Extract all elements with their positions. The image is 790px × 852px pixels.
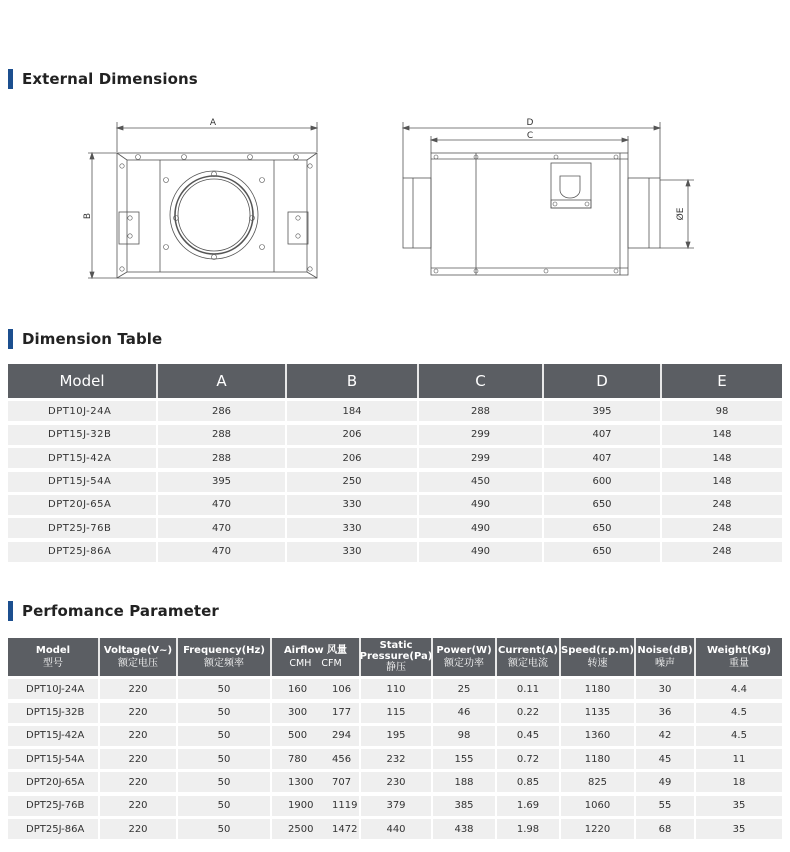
cell-airflow-cfm: 177 bbox=[332, 707, 352, 719]
cell-airflow-cmh: 160 bbox=[288, 683, 308, 695]
cell-pressure: 110 bbox=[361, 679, 433, 699]
cell-weight: 4.5 bbox=[731, 730, 747, 742]
cell-voltage: 220 bbox=[100, 703, 178, 723]
heading-accent-bar bbox=[8, 69, 13, 89]
cell-frequency: 50 bbox=[178, 819, 272, 839]
cell-noise: 30 bbox=[636, 679, 696, 699]
cell-model: DPT25J-76B bbox=[8, 796, 100, 816]
external-dimensions-title: External Dimensions bbox=[22, 70, 198, 88]
header-power-zh: 额定功率 bbox=[444, 658, 484, 669]
cell-weight: 4.5 bbox=[731, 707, 747, 719]
header-noise-en: Noise(dB) bbox=[637, 645, 693, 656]
cell-c: 288 bbox=[419, 401, 544, 421]
cell-voltage: 220 bbox=[100, 726, 178, 746]
cell-airflow-cmh: 2500 bbox=[288, 823, 314, 835]
cell-d: 407 bbox=[544, 448, 662, 468]
cell-voltage: 220 bbox=[100, 749, 178, 769]
cell-b: 330 bbox=[287, 542, 419, 562]
cell-frequency: 50 bbox=[178, 703, 272, 723]
cell-speed: 1180 bbox=[561, 749, 636, 769]
cell-power: 155 bbox=[433, 749, 497, 769]
dim-label-e: ØE bbox=[676, 207, 686, 221]
cell-current: 0.72 bbox=[497, 749, 561, 769]
cell-airflow-cmh: 500 bbox=[288, 730, 308, 742]
cell-airflow bbox=[272, 819, 361, 839]
table-row bbox=[8, 495, 782, 515]
cell-pressure: 440 bbox=[361, 819, 433, 839]
cell-speed: 1180 bbox=[561, 679, 636, 699]
cell-current: 0.45 bbox=[497, 726, 561, 746]
cell-b: 330 bbox=[287, 495, 419, 515]
cell-current: 1.98 bbox=[497, 819, 561, 839]
cell-model: DPT15J-32B bbox=[8, 703, 100, 723]
header-frequency-en: Frequency(Hz) bbox=[183, 645, 265, 656]
cell-model: DPT10J-24A bbox=[8, 401, 158, 421]
cell-d: 407 bbox=[544, 425, 662, 445]
cell-c: 490 bbox=[419, 542, 544, 562]
cell-speed: 1135 bbox=[561, 703, 636, 723]
header-frequency-zh: 额定频率 bbox=[204, 658, 244, 669]
header-pressure bbox=[361, 638, 433, 676]
external-dimensions-drawing bbox=[0, 108, 790, 288]
cell-e: 148 bbox=[712, 429, 732, 441]
cell-voltage: 220 bbox=[100, 796, 178, 816]
header-d: D bbox=[544, 364, 662, 398]
cell-e: 248 bbox=[712, 522, 732, 534]
header-model bbox=[8, 638, 100, 676]
cell-voltage: 220 bbox=[100, 679, 178, 699]
cell-airflow-cfm: 294 bbox=[332, 730, 352, 742]
header-airflow-cfm: CFM bbox=[321, 658, 342, 669]
cell-d: 395 bbox=[544, 401, 662, 421]
cell-airflow bbox=[272, 726, 361, 746]
cell-current: 0.85 bbox=[497, 772, 561, 792]
cell-a: 470 bbox=[158, 518, 287, 538]
cell-a: 286 bbox=[158, 401, 287, 421]
cell-c: 450 bbox=[419, 472, 544, 492]
cell-pressure: 115 bbox=[361, 703, 433, 723]
cell-voltage: 220 bbox=[100, 819, 178, 839]
cell-b: 206 bbox=[287, 448, 419, 468]
header-a: A bbox=[158, 364, 287, 398]
external-dimensions-heading bbox=[8, 68, 198, 90]
cell-current: 0.22 bbox=[497, 703, 561, 723]
cell-model: DPT25J-86A bbox=[8, 819, 100, 839]
cell-b: 206 bbox=[287, 425, 419, 445]
cell-airflow bbox=[272, 703, 361, 723]
cell-e: 148 bbox=[712, 452, 732, 464]
dimension-table-heading bbox=[8, 328, 162, 350]
cell-power: 188 bbox=[433, 772, 497, 792]
cell-model: DPT10J-24A bbox=[8, 679, 100, 699]
cell-airflow-cmh: 1900 bbox=[288, 800, 314, 812]
header-noise bbox=[636, 638, 696, 676]
cell-d: 650 bbox=[544, 542, 662, 562]
heading-accent-bar bbox=[8, 329, 13, 349]
header-power-en: Power(W) bbox=[436, 645, 492, 656]
cell-speed: 1060 bbox=[561, 796, 636, 816]
header-pressure-zh: 静压 bbox=[386, 662, 406, 673]
table-row bbox=[8, 726, 782, 746]
header-airflow bbox=[272, 638, 361, 676]
cell-c: 299 bbox=[419, 425, 544, 445]
cell-airflow bbox=[272, 749, 361, 769]
cell-airflow-cmh: 300 bbox=[288, 707, 308, 719]
cell-model: DPT20J-65A bbox=[8, 772, 100, 792]
dimension-table-body bbox=[8, 401, 782, 561]
cell-airflow-cfm: 106 bbox=[332, 683, 352, 695]
cell-airflow-cfm: 1119 bbox=[332, 800, 358, 812]
cell-airflow-cfm: 1472 bbox=[332, 823, 358, 835]
cell-frequency: 50 bbox=[178, 772, 272, 792]
table-row bbox=[8, 401, 782, 421]
cell-a: 395 bbox=[158, 472, 287, 492]
header-current bbox=[497, 638, 561, 676]
cell-pressure: 230 bbox=[361, 772, 433, 792]
cell-noise: 49 bbox=[636, 772, 696, 792]
header-e: E bbox=[662, 364, 782, 398]
cell-d: 650 bbox=[544, 495, 662, 515]
dimension-table bbox=[8, 364, 782, 562]
cell-a: 288 bbox=[158, 425, 287, 445]
cell-model: DPT15J-42A bbox=[8, 448, 158, 468]
cell-noise: 36 bbox=[636, 703, 696, 723]
table-row bbox=[8, 679, 782, 699]
table-row bbox=[8, 749, 782, 769]
header-model-en: Model bbox=[35, 645, 71, 656]
header-c: C bbox=[419, 364, 544, 398]
table-row bbox=[8, 542, 782, 562]
header-b: B bbox=[287, 364, 419, 398]
cell-frequency: 50 bbox=[178, 679, 272, 699]
cell-speed: 1220 bbox=[561, 819, 636, 839]
cell-pressure: 379 bbox=[361, 796, 433, 816]
table-row bbox=[8, 796, 782, 816]
header-weight bbox=[696, 638, 782, 676]
cell-power: 25 bbox=[433, 679, 497, 699]
dim-label-c: C bbox=[526, 131, 534, 141]
cell-noise: 42 bbox=[636, 726, 696, 746]
cell-speed: 825 bbox=[561, 772, 636, 792]
header-model-zh: 型号 bbox=[43, 658, 63, 669]
table-row bbox=[8, 448, 782, 468]
header-noise-zh: 噪声 bbox=[655, 658, 675, 669]
table-row bbox=[8, 703, 782, 723]
table-row bbox=[8, 772, 782, 792]
cell-power: 438 bbox=[433, 819, 497, 839]
cell-power: 385 bbox=[433, 796, 497, 816]
header-weight-zh: 重量 bbox=[729, 658, 749, 669]
dimension-table-title: Dimension Table bbox=[22, 330, 163, 348]
header-airflow-en: Airflow 风量 bbox=[283, 645, 348, 656]
cell-model: DPT15J-42A bbox=[8, 726, 100, 746]
cell-weight: 11 bbox=[732, 753, 746, 765]
header-speed bbox=[561, 638, 636, 676]
header-speed-en: Speed(r.p.m) bbox=[561, 645, 634, 656]
front-view-drawing bbox=[88, 122, 317, 278]
cell-current: 0.11 bbox=[497, 679, 561, 699]
side-view-drawing bbox=[403, 122, 694, 275]
header-speed-zh: 转速 bbox=[587, 658, 608, 669]
cell-frequency: 50 bbox=[178, 726, 272, 746]
cell-airflow-cfm: 456 bbox=[332, 753, 352, 765]
cell-noise: 55 bbox=[636, 796, 696, 816]
header-frequency bbox=[178, 638, 272, 676]
header-weight-en: Weight(Kg) bbox=[707, 645, 771, 656]
table-row bbox=[8, 819, 782, 839]
header-pressure-en1: Static bbox=[379, 640, 413, 651]
table-row bbox=[8, 425, 782, 445]
header-model: Model bbox=[8, 364, 158, 398]
cell-frequency: 50 bbox=[178, 749, 272, 769]
performance-table-body bbox=[8, 679, 782, 839]
cell-model: DPT20J-65A bbox=[8, 495, 158, 515]
cell-weight: 35 bbox=[732, 823, 746, 835]
cell-model: DPT25J-76B bbox=[8, 518, 158, 538]
cell-pressure: 232 bbox=[361, 749, 433, 769]
cell-airflow-cmh: 780 bbox=[288, 753, 308, 765]
header-current-zh: 额定电流 bbox=[508, 658, 548, 669]
header-power bbox=[433, 638, 497, 676]
cell-a: 470 bbox=[158, 495, 287, 515]
cell-current: 1.69 bbox=[497, 796, 561, 816]
cell-voltage: 220 bbox=[100, 772, 178, 792]
cell-model: DPT15J-54A bbox=[8, 472, 158, 492]
cell-airflow bbox=[272, 772, 361, 792]
header-voltage-zh: 额定电压 bbox=[118, 658, 158, 669]
cell-power: 98 bbox=[433, 726, 497, 746]
performance-title: Perfomance Parameter bbox=[22, 602, 219, 620]
heading-accent-bar bbox=[8, 601, 13, 621]
cell-e: 248 bbox=[712, 546, 732, 558]
cell-a: 288 bbox=[158, 448, 287, 468]
cell-airflow bbox=[272, 796, 361, 816]
table-row bbox=[8, 518, 782, 538]
cell-d: 600 bbox=[544, 472, 662, 492]
performance-table bbox=[8, 638, 782, 839]
cell-a: 470 bbox=[158, 542, 287, 562]
cell-noise: 68 bbox=[636, 819, 696, 839]
cell-b: 250 bbox=[287, 472, 419, 492]
cell-b: 184 bbox=[287, 401, 419, 421]
cell-airflow-cmh: 1300 bbox=[288, 776, 314, 788]
cell-d: 650 bbox=[544, 518, 662, 538]
performance-heading bbox=[8, 600, 219, 622]
performance-table-header bbox=[8, 638, 782, 676]
cell-c: 490 bbox=[419, 495, 544, 515]
cell-weight: 4.4 bbox=[731, 683, 747, 695]
dim-label-a: A bbox=[209, 118, 217, 128]
header-voltage-en: Voltage(V~) bbox=[103, 645, 173, 656]
header-current-en: Current(A) bbox=[498, 645, 558, 656]
cell-noise: 45 bbox=[636, 749, 696, 769]
dim-label-b: B bbox=[83, 212, 93, 220]
cell-pressure: 195 bbox=[361, 726, 433, 746]
cell-model: DPT15J-54A bbox=[8, 749, 100, 769]
header-airflow-cmh: CMH bbox=[289, 658, 312, 669]
header-voltage bbox=[100, 638, 178, 676]
dimension-table-header bbox=[8, 364, 782, 398]
cell-model: DPT15J-32B bbox=[8, 425, 158, 445]
cell-power: 46 bbox=[433, 703, 497, 723]
cell-c: 490 bbox=[419, 518, 544, 538]
cell-c: 299 bbox=[419, 448, 544, 468]
cell-model: DPT25J-86A bbox=[8, 542, 158, 562]
cell-weight: 18 bbox=[732, 776, 746, 788]
cell-e: 98 bbox=[715, 405, 729, 417]
cell-weight: 35 bbox=[732, 800, 746, 812]
table-row bbox=[8, 472, 782, 492]
header-pressure-en2: Pressure(Pa) bbox=[359, 651, 433, 662]
cell-b: 330 bbox=[287, 518, 419, 538]
cell-e: 148 bbox=[712, 476, 732, 488]
cell-airflow bbox=[272, 679, 361, 699]
cell-speed: 1360 bbox=[561, 726, 636, 746]
cell-e: 248 bbox=[712, 499, 732, 511]
dim-label-d: D bbox=[526, 118, 534, 128]
cell-frequency: 50 bbox=[178, 796, 272, 816]
cell-airflow-cfm: 707 bbox=[332, 776, 352, 788]
